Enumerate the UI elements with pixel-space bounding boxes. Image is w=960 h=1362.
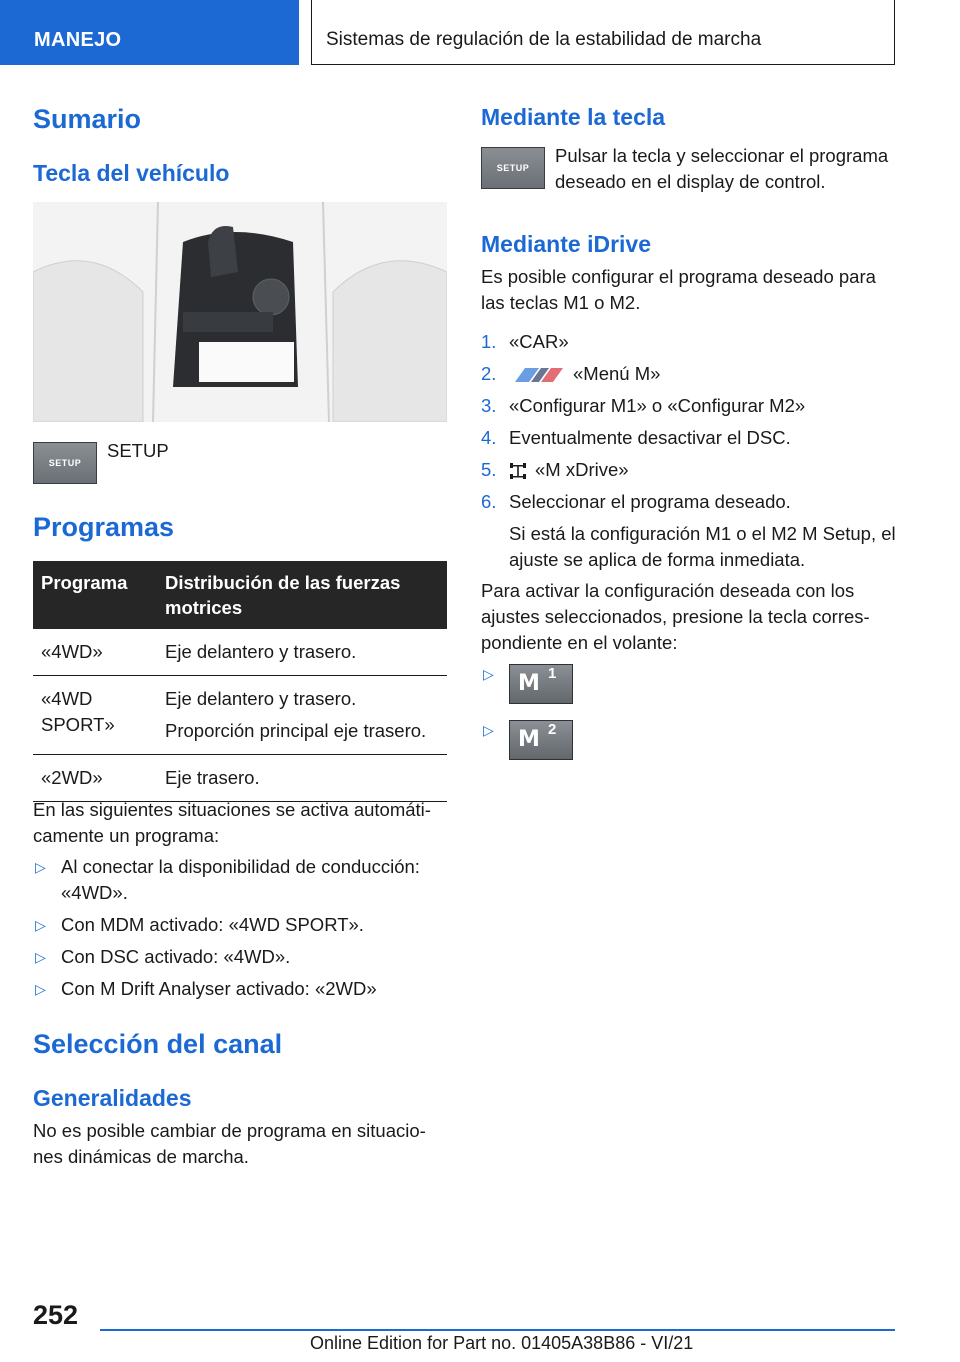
triangle-bullet-icon: ▷ <box>35 917 46 933</box>
list-item: 2. «Menú M» <box>481 363 661 384</box>
list-item: ▷ Con M Drift Analyser activado: «2WD» <box>33 976 453 1002</box>
heading-sumario: Sumario <box>33 104 142 134</box>
program-cell: «4WD SPORT» <box>33 676 157 755</box>
list-item: ▷ Con DSC activado: «4WD». <box>33 944 453 970</box>
activate-text: Para activar la configuración deseada con los ajustes seleccionados, presione la tecla corres-pondiente en el volante: <box>481 580 870 653</box>
triangle-bullet-icon: ▷ <box>35 949 46 965</box>
list-item: 5. «M xDrive» <box>481 459 629 480</box>
list-item: 6. Seleccionar el programa deseado. Si está la configuración M1 o el M2 M Setup, el ajuste se aplica de forma inmediata. <box>481 489 901 573</box>
idrive-steps <box>481 329 901 579</box>
console-illustration <box>33 202 447 422</box>
heading-idrive: Mediante iDrive <box>481 231 651 257</box>
triangle-bullet-icon: ▷ <box>35 981 46 997</box>
col-header-program: Programa <box>33 561 157 629</box>
section-tab <box>0 0 299 65</box>
heading-vehicle-key: Tecla del vehículo <box>33 160 230 186</box>
section-label: MANEJO <box>34 29 122 51</box>
program-cell: «2WD» <box>33 755 157 802</box>
edition-text: Online Edition for Part no. 01405A38B86 - VI/21 <box>310 1333 694 1353</box>
distribution-cell: Eje delantero y trasero. <box>157 629 447 676</box>
triangle-bullet-icon: ▷ <box>483 666 494 682</box>
programs-table <box>33 561 447 802</box>
table-row <box>33 629 447 676</box>
heading-by-key: Mediante la tecla <box>481 104 666 130</box>
table-row <box>33 676 447 755</box>
m2-key-icon: M 2 <box>509 720 573 760</box>
distribution-cell: Eje trasero. <box>157 755 447 802</box>
list-item: 4. Eventualmente desactivar el DSC. <box>481 427 791 448</box>
triangle-bullet-icon: ▷ <box>35 859 46 875</box>
drivetrain-icon <box>509 461 527 481</box>
triangle-bullet-icon: ▷ <box>483 722 494 738</box>
col-header-distribution: Distribución de las fuerzas motrices <box>157 561 447 629</box>
list-item: 1. «CAR» <box>481 331 569 352</box>
m-stripes-icon <box>509 366 565 384</box>
list-item: ▷ Con MDM activado: «4WD SPORT». <box>33 912 453 938</box>
key-instruction: Pulsar la tecla y seleccionar el programa deseado en el display de control. <box>555 145 889 192</box>
table-row <box>33 755 447 802</box>
page-number: 252 <box>33 1300 79 1330</box>
list-item: 3. «Configurar M1» o «Configurar M2» <box>481 395 806 416</box>
table-header-row <box>33 561 447 629</box>
general-text: No es posible cambiar de programa en situacio-nes dinámicas de marcha. <box>33 1120 426 1167</box>
setup-key-icon: SETUP <box>481 147 545 189</box>
m1-key-icon: M 1 <box>509 664 573 704</box>
distribution-cell: Eje delantero y trasero. Proporción principal eje trasero. <box>157 676 447 755</box>
idrive-text: Es posible configurar el programa deseado para las teclas M1 o M2. <box>481 266 876 313</box>
heading-general: Generalidades <box>33 1085 192 1111</box>
auto-intro-text: En las siguientes situaciones se activa automáti-camente un programa: <box>33 799 431 846</box>
footer-rule <box>100 1329 895 1331</box>
heading-channel-selection: Selección del canal <box>33 1029 283 1059</box>
auto-list <box>33 854 453 1008</box>
heading-programas: Programas <box>33 512 175 542</box>
chapter-header <box>311 0 895 65</box>
setup-caption: SETUP <box>107 440 169 461</box>
list-item: ▷ Al conectar la disponibilidad de conducción: «4WD». <box>35 856 420 903</box>
setup-key-icon: SETUP <box>33 442 97 484</box>
gear-selector-photo <box>33 202 447 422</box>
step-note: Si está la configuración M1 o el M2 M Setup, el ajuste se aplica de forma inmediata. <box>509 523 896 570</box>
chapter-title: Sistemas de regulación de la estabilidad de marcha <box>326 29 762 50</box>
program-cell: «4WD» <box>33 629 157 676</box>
